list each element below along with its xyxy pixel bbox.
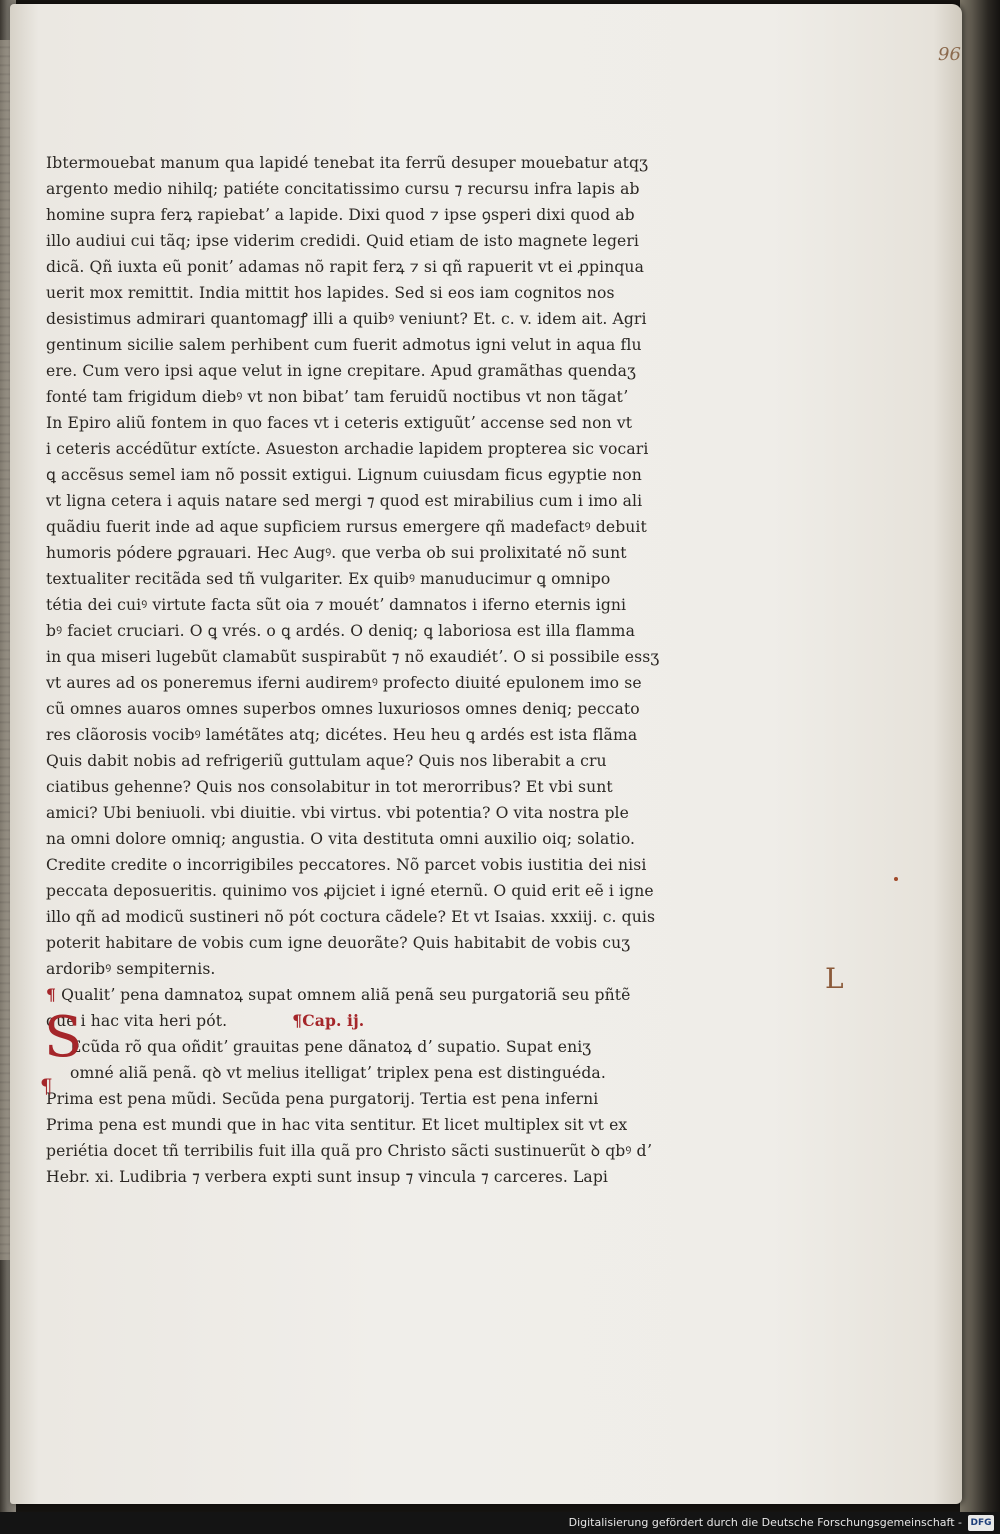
margin-note: L bbox=[825, 962, 844, 995]
main-text-lines bbox=[46, 150, 686, 982]
section-text-line: Hebr. xi. Ludibria ⁊ verbera expti sunt insup ⁊ vincula ⁊ carceres. Lapi bbox=[46, 1168, 609, 1186]
chapter-label: ¶Cap. ij. bbox=[292, 1011, 365, 1030]
rubric-heading-1: Qualitʼ pena damnatoꝝ supat omnem aliã penã seu purgatoriã seu pñtẽ bbox=[61, 986, 631, 1004]
section-text-line: periétia docet tñ terribilis fuit illa quã pro Christo sãcti sustinuerũt ꝺ qbꝰ dʼ bbox=[46, 1142, 652, 1160]
text-line: na omni dolore omniq; angustia. O vita destituta omni auxilio oiq; solatio. bbox=[46, 830, 636, 848]
text-line: argento medio nihilq; patiéte concitatissimo cursu ⁊ recursu infra lapis ab bbox=[46, 180, 640, 198]
text-line: desistimus admirari quantomagꝭ illi a quibꝰ veniunt? Et. c. v. idem ait. Agri bbox=[46, 310, 647, 328]
section-text-line: Prima pena est mundi que in hac vita sentitur. Et licet multiplex sit vt ex bbox=[46, 1116, 628, 1134]
text-line: Credite credite o incorrigibiles peccatores. Nõ parcet vobis iustitia dei nisi bbox=[46, 856, 647, 874]
book-page bbox=[10, 4, 962, 1504]
text-line: i ceteris accédũtur extícte. Asueston archadie lapidem propterea sic vocari bbox=[46, 440, 649, 458]
text-line: gentinum sicilie salem perhibent cum fuerit admotus igni velut in aqua flu bbox=[46, 336, 642, 354]
text-line: in qua miseri lugebũt clamabũt suspirabũt ⁊ nõ exaudiétʼ. O si possibile essʒ bbox=[46, 648, 660, 666]
folio-number: 96 bbox=[938, 44, 961, 65]
section-text-line: Prima est pena mũdi. Secũda pena purgatorij. Tertia est pena inferni bbox=[46, 1090, 599, 1108]
text-line: tétia dei cuiꝰ virtute facta sũt oia ⁊ mouétʼ damnatos i iferno eternis igni bbox=[46, 596, 627, 614]
rubric-heading-line-2 bbox=[46, 1008, 686, 1034]
text-line: homine supra ferꝝ rapiebatʼ a lapide. Dixi quod ⁊ ipse ꝯsperi dixi quod ab bbox=[46, 206, 635, 224]
text-line: amici? Ubi beniuoli. vbi diuitie. vbi virtus. vbi potentia? O vita nostra ple bbox=[46, 804, 629, 822]
text-line: ꝗ accẽsus semel iam nõ possit extigui. Lignum cuiusdam ficus egyptie non bbox=[46, 466, 642, 484]
text-line: Ibtermouebat manum qua lapidé tenebat ita ferrũ desuper mouebatur atqʒ bbox=[46, 154, 649, 172]
text-line: humoris pódere ꝑgrauari. Hec Augꝰ. que verba ob sui prolixitaté nõ sunt bbox=[46, 544, 627, 562]
text-line: peccata deposueritis. quinimo vos ꝓijciet i igné eternũ. O quid erit eẽ i igne bbox=[46, 882, 654, 900]
text-line: poterit habitare de vobis cum igne deuorãte? Quis habitabit de vobis cuʒ bbox=[46, 934, 631, 952]
text-line: ere. Cum vero ipsi aque velut in igne crepitare. Apud gramãthas quendaʒ bbox=[46, 362, 636, 380]
text-line: illo audiui cui tãq; ipse viderim credidi. Quid etiam de isto magnete legeri bbox=[46, 232, 639, 250]
pilcrow-mark-2: ¶ bbox=[40, 1074, 53, 1098]
rubric-heading-2: que i hac vita heri pót. bbox=[46, 1012, 228, 1030]
text-line: In Epiro aliũ fontem in quo faces vt i ceteris extiguũtʼ accense sed non vt bbox=[46, 414, 633, 432]
footer-bar bbox=[0, 1512, 1000, 1534]
text-line: vt ligna cetera i aquis natare sed mergi ⁊ quod est mirabilius cum i imo ali bbox=[46, 492, 643, 510]
decorated-initial: S bbox=[44, 1005, 83, 1070]
text-line: vt aures ad os poneremus iferni audiremꝰ profecto diuité epulonem imo se bbox=[46, 674, 642, 692]
rubric-heading-line-1 bbox=[46, 982, 686, 1008]
pilcrow-mark: ¶ bbox=[46, 985, 57, 1004]
ink-dot bbox=[894, 877, 898, 881]
text-line: Quis dabit nobis ad refrigeriũ guttulam aque? Quis nos liberabit a cru bbox=[46, 752, 607, 770]
section-text-lines bbox=[46, 1034, 686, 1190]
text-line: ciatibus gehenne? Quis nos consolabitur in tot merorribus? Et vbi sunt bbox=[46, 778, 613, 796]
text-line: bꝰ faciet cruciari. O ꝗ vrés. o ꝗ ardés. O deniq; ꝗ laboriosa est illa flamma bbox=[46, 622, 635, 640]
text-line: cũ omnes auaros omnes superbos omnes luxuriosos omnes deniq; peccato bbox=[46, 700, 640, 718]
chapter-label-text: Cap. ij. bbox=[302, 1011, 365, 1030]
text-line: res clãorosis vocibꝰ lamétãtes atq; dicétes. Heu heu ꝗ ardés est ista flãma bbox=[46, 726, 638, 744]
text-line: fonté tam frigidum diebꝰ vt non bibatʼ tam feruidũ noctibus vt non tãgatʼ bbox=[46, 388, 628, 406]
main-text-block bbox=[46, 150, 686, 1190]
text-line: ardoribꝰ sempiternis. bbox=[46, 960, 216, 978]
text-line: textualiter recitãda sed tñ vulgariter. Ex quibꝰ manuducimur ꝗ omnipo bbox=[46, 570, 611, 588]
text-line: illo qñ ad modicũ sustineri nõ pót coctura cãdele? Et vt Isaias. xxxiij. c. quis bbox=[46, 908, 656, 926]
right-page-edges bbox=[960, 0, 1000, 1512]
text-line: quãdiu fuerit inde ad aque supficiem rursus emergere qñ madefactꝰ debuit bbox=[46, 518, 647, 536]
text-line: uerit mox remittit. India mittit hos lapides. Sed si eos iam cognitos nos bbox=[46, 284, 615, 302]
dfg-logo: DFG bbox=[968, 1515, 994, 1531]
footer-credit: Digitalisierung gefördert durch die Deutsche Forschungsgemeinschaft - bbox=[568, 1516, 962, 1529]
section-text-line: Ecũda rõ qua oñditʼ grauitas pene dãnatoꝝ dʼ supatio. Supat eniʒ bbox=[70, 1038, 592, 1056]
text-line: dicã. Qñ iuxta eũ ponitʼ adamas nõ rapit ferꝝ ⁊ si qñ rapuerit vt ei ꝓpinqua bbox=[46, 258, 644, 276]
section-text-line: omné aliã penã. qꝺ vt melius itelligatʼ triplex pena est distinguéda. bbox=[70, 1064, 606, 1082]
